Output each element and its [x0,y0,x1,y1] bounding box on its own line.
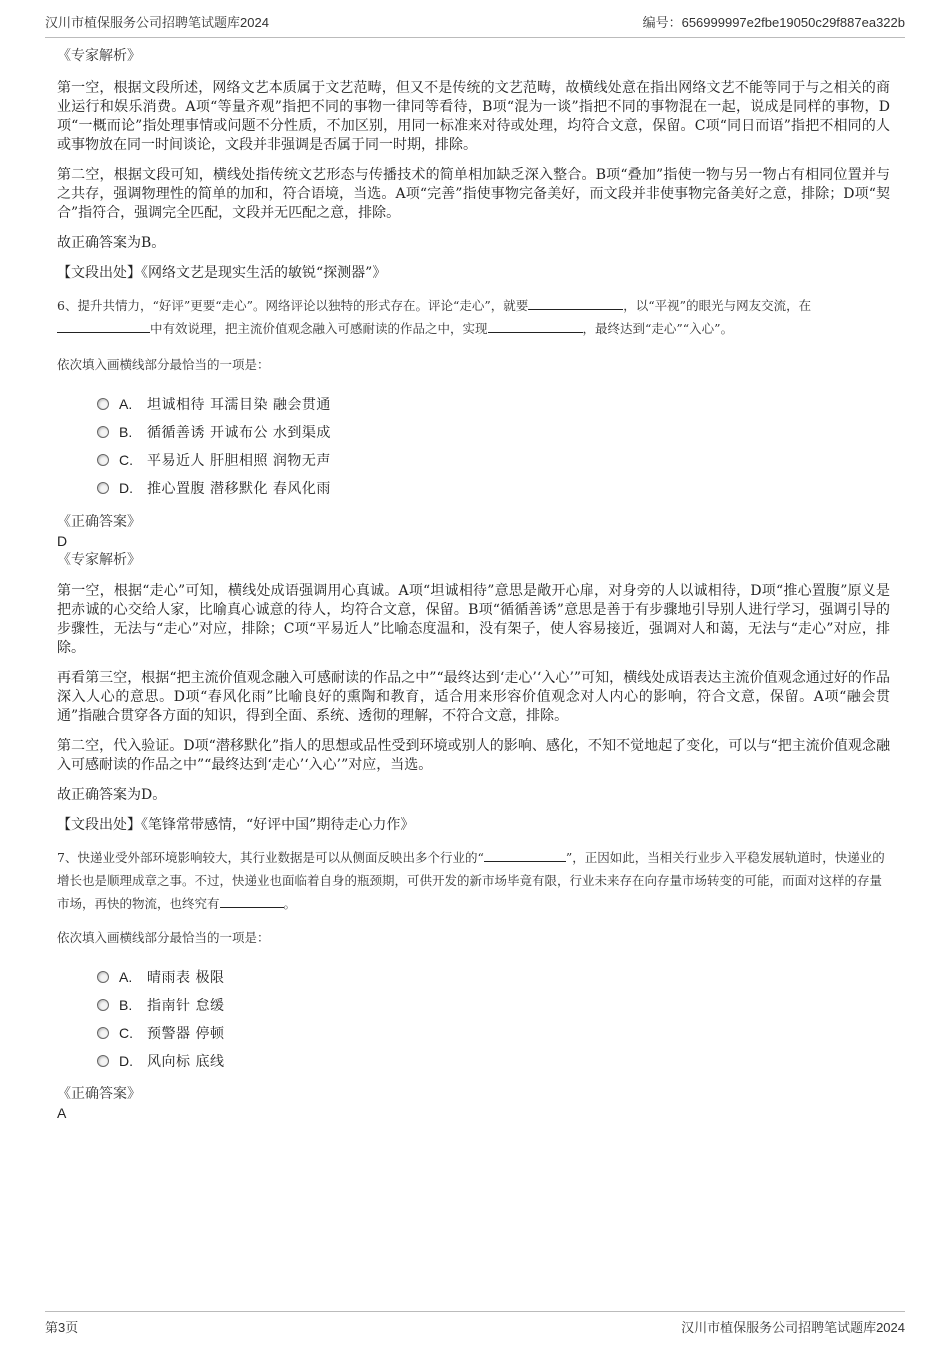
q7-text-part-1: 7、快递业受外部环境影响较大，其行业数据是可以从侧面反映出多个行业的“ [57,850,484,865]
page-number: 第3页 [45,1320,79,1335]
radio-icon[interactable] [97,398,109,410]
q6-option-c[interactable]: C. 平易近人 肝胆相照 润物无声 [97,446,890,474]
q6-blank-1 [528,297,623,310]
q6-conclusion: 故正确答案为D。 [57,787,167,803]
q6-text-part-3: 中有效说理，把主流价值观念融入可感耐读的作品之中，实现 [150,321,488,336]
q6-answer-label: 《正确答案》 [57,514,141,530]
radio-icon[interactable] [97,999,109,1011]
q6-prompt: 依次填入画横线部分最恰当的一项是： [57,357,270,372]
q7-question-text [57,846,890,915]
page-content [57,46,890,1122]
q7-option-d[interactable]: D. 风向标 底线 [97,1047,890,1075]
q7-option-c[interactable]: C. 预警器 停顿 [97,1019,890,1047]
q5-source: 【文段出处】《网络文艺是现实生活的敏锐“探测器”》 [57,265,387,281]
q6-option-d[interactable]: D. 推心置腹 潜移默化 春风化雨 [97,474,890,502]
radio-icon[interactable] [97,971,109,983]
q7-prompt: 依次填入画横线部分最恰当的一项是： [57,930,270,945]
q6-options [97,390,890,502]
q6-analysis-label: 《专家解析》 [57,552,141,568]
q6-question-text [57,294,890,340]
radio-icon[interactable] [97,482,109,494]
page-header [45,12,905,38]
q6-option-a[interactable]: A. 坦诚相待 耳濡目染 融会贯通 [97,390,890,418]
header-title: 汉川市植保服务公司招聘笔试题库2024 [45,15,269,30]
q7-blank-2 [220,895,284,908]
q7-blank-1 [484,849,566,862]
q6-text-part-2: ，以“平视”的眼光与网友交流，在 [623,298,812,313]
page-footer [45,1311,905,1336]
q5-analysis-paragraph-2: 第二空，根据文段可知，横线处指传统文艺形态与传播技术的简单相加缺乏深入整合。B项“叠加”指使一物与另一物占有相同位置并与之共存，强调物理性的简单的加和，符合语境，当选。A项“完善”指使事物完备美好，而文段并非使事物完备美好之意，排除；D项“契合”指符合，强调完全匹配，文段并无匹配之意，排除。 [57,167,890,221]
q6-source: 【文段出处】《笔锋常带感情，“好评中国”期待走心力作》 [57,817,415,833]
q6-blank-3 [488,320,583,333]
q6-analysis-paragraph-1: 第一空，根据“走心”可知，横线处成语强调用心真诚。A项“坦诚相待”意思是敞开心扉，对身旁的人以诚相待，D项“推心置腹”原义是把赤诚的心交给人家，比喻真心诚意的待人，均符合文意，保留。B项“循循善诱”意思是善于有步骤地引导别人进行学习，强调引导的步骤性，无法与“走心”对应，排除；C项“平易近人”比喻态度温和，没有架子，使人容易接近，强调对人和蔼，无法与“走心”对应，排除。 [57,583,890,656]
radio-icon[interactable] [97,1027,109,1039]
q7-answer: A [57,1105,67,1121]
q6-blank-2 [57,320,150,333]
q6-text-part-4: ，最终达到“走心”“入心”。 [582,321,734,336]
q6-analysis-paragraph-3: 第二空，代入验证。D项“潜移默化”指人的思想或品性受到环境或别人的影响、感化，不知不觉地起了变化，可以与“把主流价值观念融入可感耐读的作品之中”“最终达到‘走心’‘入心’”对应，当选。 [57,738,890,773]
q7-option-a[interactable]: A. 晴雨表 极限 [97,963,890,991]
q7-options [97,963,890,1075]
q5-conclusion: 故正确答案为B。 [57,235,166,251]
q6-analysis-paragraph-2: 再看第三空，根据“把主流价值观念融入可感耐读的作品之中”“最终达到‘走心’‘入心’”可知，横线处成语表达主流价值观念通过好的作品深入人心的意思。D项“春风化雨”比喻良好的熏陶和教育，适合用来形容价值观念对人内心的影响，符合文意，保留。A项“融会贯通”指融合贯穿各方面的知识，得到全面、系统、透彻的理解，不符合文意，排除。 [57,670,890,724]
q7-option-b[interactable]: B. 指南针 怠缓 [97,991,890,1019]
q6-option-b[interactable]: B. 循循善诱 开诚布公 水到渠成 [97,418,890,446]
radio-icon[interactable] [97,1055,109,1067]
q7-text-part-3: 。 [283,896,297,911]
q5-analysis-paragraph-1: 第一空，根据文段所述，网络文艺本质属于文艺范畴，但又不是传统的文艺范畴，故横线处意在指出网络文艺不能等同于与之相关的商业运行和娱乐消费。A项“等量齐观”指把不同的事物一律同等看待，B项“混为一谈”指把不同的事物混在一起，说成是同样的事物，D项“一概而论”指处理事情或问题不分性质，不加区别，用同一标准来对待或处理，均符合文意，保留。C项“同日而语”指把不相同的人或事物放在同一时间谈论，文段并非强调是否属于同一时期，排除。 [57,80,890,153]
q5-analysis-label: 《专家解析》 [57,48,141,64]
q6-answer: D [57,533,68,549]
header-serial-number: 编号：656999997e2fbe19050c29f887ea322b [642,15,905,30]
q7-text-part-2: ”，正因如此，当相关行业步入平稳发展轨道时，快递业的增长也是顺理成章之事。不过，快递业也面临着自身的瓶颈期，可供开发的新市场毕竟有限，行业未来存在向存量市场转变的可能，而面对这样的存量市场，再快的物流，也终究有 [57,850,885,911]
radio-icon[interactable] [97,426,109,438]
radio-icon[interactable] [97,454,109,466]
q6-text-part-1: 6、提升共情力，“好评”更要“走心”。网络评论以独特的形式存在。评论“走心”，就要 [57,298,529,313]
q7-answer-label: 《正确答案》 [57,1086,141,1102]
footer-title: 汉川市植保服务公司招聘笔试题库2024 [681,1320,905,1335]
